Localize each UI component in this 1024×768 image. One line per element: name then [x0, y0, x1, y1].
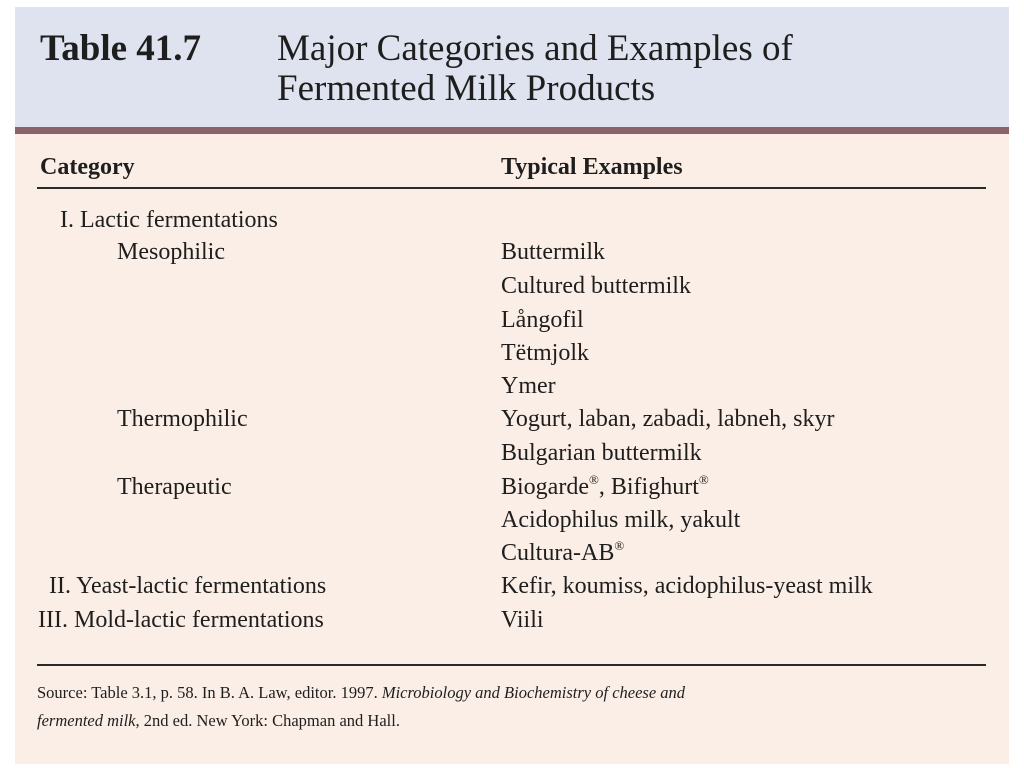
bifighurt-text: , Bifighurt — [598, 474, 699, 500]
source-prefix: Source: Table 3.1, p. 58. In B. A. Law, editor. 1997. — [37, 683, 382, 702]
biogarde-text: Biogarde — [501, 474, 589, 500]
category-thermophilic: Thermophilic — [117, 406, 248, 432]
example-ymer: Ymer — [501, 373, 556, 399]
category-yeast-lactic: II. Yeast-lactic fermentations — [49, 573, 327, 599]
table-number: Table 41.7 — [40, 28, 202, 69]
source-suffix: , 2nd ed. New York: Chapman and Hall. — [135, 711, 400, 730]
category-therapeutic: Therapeutic — [117, 474, 232, 500]
column-header-examples: Typical Examples — [501, 154, 683, 180]
source-book-title-cont: fermented milk — [37, 711, 136, 730]
table-title — [277, 29, 793, 109]
registered-mark: ® — [588, 472, 599, 487]
example-bulgarian-buttermilk: Bulgarian buttermilk — [501, 440, 702, 466]
table-title-line-1: Major Categories and Examples of — [277, 28, 793, 69]
source-note — [37, 679, 987, 735]
category-mesophilic: Mesophilic — [117, 239, 225, 265]
example-cultured-buttermilk: Cultured buttermilk — [501, 273, 691, 299]
example-tetmjolk: Tëtmjolk — [501, 340, 589, 366]
table-page — [15, 7, 1009, 764]
table-title-line-2: Fermented Milk Products — [277, 68, 656, 109]
example-biogarde — [501, 474, 709, 501]
category-mold-lactic: III. Mold-lactic fermentations — [38, 607, 324, 633]
source-book-title: Microbiology and Biochemistry of cheese and — [381, 683, 686, 702]
example-cultura-ab — [501, 540, 624, 567]
example-viili: Viili — [501, 607, 544, 633]
footer-rule — [37, 664, 986, 666]
example-acidophilus: Acidophilus milk, yakult — [501, 507, 741, 533]
registered-mark: ® — [614, 538, 625, 553]
example-buttermilk: Buttermilk — [501, 239, 605, 265]
column-header-rule — [37, 187, 986, 189]
registered-mark: ® — [698, 472, 709, 487]
header-rule — [15, 127, 1009, 134]
example-kefir: Kefir, koumiss, acidophilus-yeast milk — [501, 573, 873, 599]
column-header-category: Category — [40, 154, 135, 180]
cultura-ab-text: Cultura-AB — [501, 540, 615, 566]
category-lactic: I. Lactic fermentations — [60, 207, 278, 233]
example-langofil: Långofil — [501, 307, 584, 333]
table-header — [15, 7, 1009, 127]
example-yogurt: Yogurt, laban, zabadi, labneh, skyr — [501, 406, 835, 432]
